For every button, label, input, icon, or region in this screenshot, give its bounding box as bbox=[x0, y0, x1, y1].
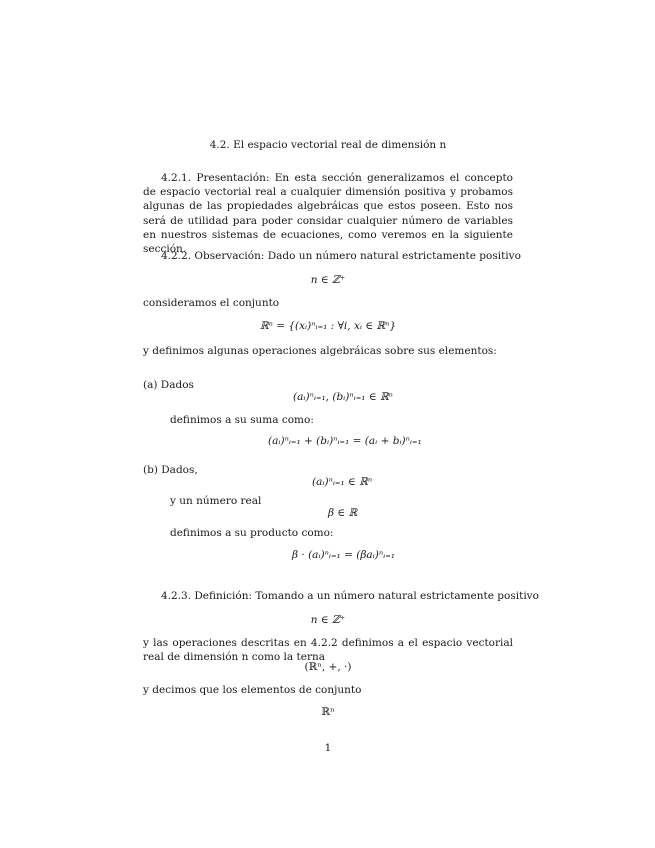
definicion-formula-n: n ∈ ℤ⁺ bbox=[310, 614, 346, 626]
section-title: 4.2. El espacio vectorial real de dimensión n bbox=[209, 139, 447, 151]
definicion-text3: y decimos que los elementos de conjunto bbox=[143, 684, 362, 696]
observacion-label: 4.2.2. Observación: bbox=[161, 250, 265, 262]
item-a-label: (a) bbox=[143, 379, 158, 391]
define-operations-text: y definimos algunas operaciones algebráicas sobre sus elementos: bbox=[143, 345, 497, 357]
formula-beta: β ∈ ℝ bbox=[328, 507, 358, 519]
observacion-heading bbox=[161, 249, 521, 263]
item-a-dados: Dados bbox=[160, 379, 194, 391]
item-b-define: definimos a su producto como: bbox=[170, 527, 334, 539]
item-b-real-text: y un número real bbox=[170, 495, 262, 507]
page-number: 1 bbox=[324, 742, 332, 754]
presentacion-label: 4.2.1. Presentación: bbox=[161, 172, 270, 184]
formula-a-given: (aᵢ)ⁿᵢ₌₁, (bᵢ)ⁿᵢ₌₁ ∈ ℝⁿ bbox=[293, 391, 393, 403]
item-a-define: definimos a su suma como: bbox=[170, 414, 314, 426]
definicion-label: 4.2.3. Definición: bbox=[161, 590, 253, 602]
presentacion-text: En esta sección generalizamos el concepto de espacio vectorial real a cualquier dimensión positiva y probamos algunas de las propiedades algebráicas que estos poseen. Esto nos será de utilidad para poder considar cualquier número de variables en nuestros sistemas de ecuaciones, como veremos en la siguiente sección. bbox=[143, 172, 514, 256]
definicion-heading bbox=[161, 589, 539, 603]
item-b-dados: Dados, bbox=[161, 464, 198, 476]
formula-triple: (ℝⁿ, +, ·) bbox=[304, 661, 352, 673]
formula-Rn: ℝⁿ bbox=[321, 706, 335, 718]
formula-Rn-set: ℝⁿ = {(xᵢ)ⁿᵢ₌₁ : ∀i, xᵢ ∈ ℝⁿ} bbox=[259, 320, 397, 332]
formula-b-given: (aᵢ)ⁿᵢ₌₁ ∈ ℝⁿ bbox=[312, 476, 373, 488]
definicion-text2: y las operaciones descritas en 4.2.2 definimos a el espacio vectorial real de dimensión n como la terna bbox=[143, 637, 513, 664]
item-b-label: (b) bbox=[143, 464, 158, 476]
formula-product: β · (aᵢ)ⁿᵢ₌₁ = (βaᵢ)ⁿᵢ₌₁ bbox=[292, 549, 395, 561]
consider-text: consideramos el conjunto bbox=[143, 297, 280, 309]
item-b-marker bbox=[143, 463, 198, 477]
observacion-text: Dado un número natural estrictamente positivo bbox=[267, 250, 521, 262]
formula-n-positive: n ∈ ℤ⁺ bbox=[310, 274, 346, 286]
presentacion-paragraph bbox=[143, 171, 513, 256]
item-a-marker bbox=[143, 378, 194, 392]
formula-sum: (aᵢ)ⁿᵢ₌₁ + (bᵢ)ⁿᵢ₌₁ = (aᵢ + bᵢ)ⁿᵢ₌₁ bbox=[268, 435, 422, 447]
definicion-text: Tomando a un número natural estrictamente positivo bbox=[255, 590, 539, 602]
